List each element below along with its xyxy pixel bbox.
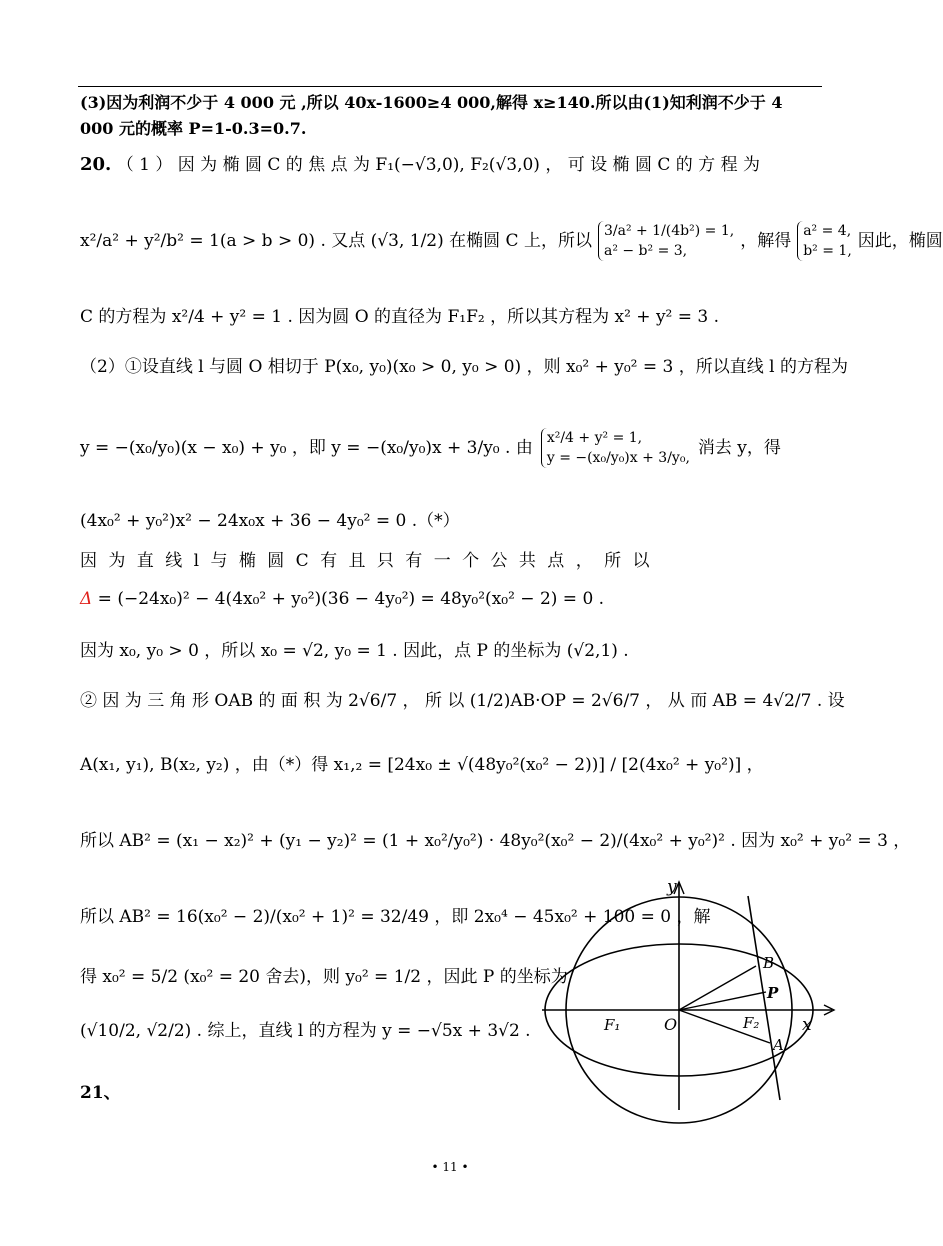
text-line: (4x₀² + y₀²)x² − 24x₀x + 36 − 4y₀² = 0 .（*） bbox=[80, 511, 460, 531]
text-segment: = (−24x₀)² − 4(4x₀² + y₀²)(36 − 4y₀²) = 48y₀²(x₀² − 2) = 0 . bbox=[92, 589, 605, 609]
equation-system bbox=[598, 221, 734, 261]
q20-line6 bbox=[80, 420, 781, 476]
focus-f1-label: F₁ bbox=[604, 1016, 621, 1034]
equation-system bbox=[541, 428, 690, 468]
text-line: 得 x₀² = 5/2 (x₀² = 20 舍去)，则 y₀² = 1/2 ，因此 P 的坐标为 bbox=[80, 967, 568, 987]
text-segment: x²/a² + y²/b² = 1(a > b > 0) . 又点 (√3, 1/2) 在椭圆 C 上，所以 bbox=[80, 231, 592, 251]
point-a-label: A bbox=[773, 1036, 784, 1054]
question-number: 21、 bbox=[80, 1083, 121, 1103]
origin-label: O bbox=[664, 1015, 678, 1034]
text-line: 所以 AB² = (x₁ − x₂)² + (y₁ − y₂)² = (1 + x₀²/y₀²) · 48y₀²(x₀² − 2)/(4x₀² + y₀²)² . 因为 x₀² + y₀² = 3 ， bbox=[80, 831, 911, 851]
segment-op bbox=[679, 992, 766, 1010]
text-line: （2）①设直线 l 与圆 O 相切于 P(x₀, y₀)(x₀ > 0, y₀ > 0) ，则 x₀² + y₀² = 3 ，所以直线 l 的方程为 bbox=[80, 357, 848, 377]
delta-line bbox=[80, 588, 604, 610]
point-p-label: P bbox=[767, 984, 779, 1002]
system-row: 3/a² + 1/(4b²) = 1, bbox=[603, 223, 735, 239]
text-line: A(x₁, y₁), B(x₂, y₂) ，由（*）得 x₁,₂ = [24x₀ ± √(48y₀²(x₀² − 2))] / [2(4x₀² + y₀²)] ， bbox=[80, 755, 764, 775]
y-axis-label: y bbox=[667, 877, 677, 897]
top-rule bbox=[78, 86, 822, 87]
text-line: 000 元的概率 P=1-0.3=0.7. bbox=[80, 119, 307, 138]
text-segment: 因此，椭圆 bbox=[857, 231, 943, 251]
q20-line1 bbox=[80, 154, 760, 176]
equation-system bbox=[797, 221, 852, 261]
x-axis-label: x bbox=[802, 1015, 812, 1035]
ellipse-circle-figure bbox=[540, 878, 840, 1118]
segment-ob bbox=[679, 966, 756, 1010]
focus-f2-label: F₂ bbox=[743, 1014, 760, 1032]
system-row: b² = 1, bbox=[803, 243, 852, 259]
system-row: a² = 4, bbox=[803, 223, 852, 239]
point-b-label: B bbox=[763, 954, 775, 972]
text-line: (3)因为利润不少于 4 000 元 ,所以 40x-1600≥4 000,解得 x≥140.所以由(1)知利润不少于 4 bbox=[80, 93, 783, 112]
text-segment: 消去 y，得 bbox=[697, 438, 781, 458]
text-line: C 的方程为 x²/4 + y² = 1 . 因为圆 O 的直径为 F₁F₂ ，所以其方程为 x² + y² = 3 . bbox=[80, 307, 720, 327]
q20-line2 bbox=[80, 216, 943, 266]
text-line: (√10/2, √2/2) . 综上，直线 l 的方程为 y = −√5x + 3√2 . bbox=[80, 1021, 531, 1041]
page-number: • 11 • bbox=[431, 1160, 469, 1174]
delta-symbol: Δ bbox=[80, 589, 93, 609]
system-row: x²/4 + y² = 1, bbox=[546, 430, 643, 446]
text-line: ② 因 为 三 角 形 OAB 的 面 积 为 2√6/7 ， 所 以 (1/2)AB·OP = 2√6/7 ， 从 而 AB = 4√2/7 . 设 bbox=[80, 691, 845, 711]
system-row: y = −(x₀/y₀)x + 3/y₀, bbox=[546, 450, 690, 466]
text-segment: （ 1 ） 因 为 椭 圆 C 的 焦 点 为 F₁(−√3,0), F₂(√3,0) ， 可 设 椭 圆 C 的 方 程 为 bbox=[116, 155, 760, 175]
text-line: 所以 AB² = 16(x₀² − 2)/(x₀² + 1)² = 32/49 ，即 2x₀⁴ − 45x₀² + 100 = 0 ，解 bbox=[80, 907, 711, 927]
question-number: 20. bbox=[80, 154, 112, 175]
text-line: 因 为 直 线 l 与 椭 圆 C 有 且 只 有 一 个 公 共 点 ， 所 以 bbox=[80, 551, 653, 571]
text-line: 因为 x₀, y₀ > 0 ，所以 x₀ = √2, y₀ = 1 . 因此，点 P 的坐标为 (√2,1) . bbox=[80, 641, 629, 661]
system-row: a² − b² = 3, bbox=[603, 243, 688, 259]
text-segment: ，解得 bbox=[740, 231, 792, 251]
text-segment: y = −(x₀/y₀)(x − x₀) + y₀ ，即 y = −(x₀/y₀)x + 3/y₀ . 由 bbox=[80, 438, 533, 458]
